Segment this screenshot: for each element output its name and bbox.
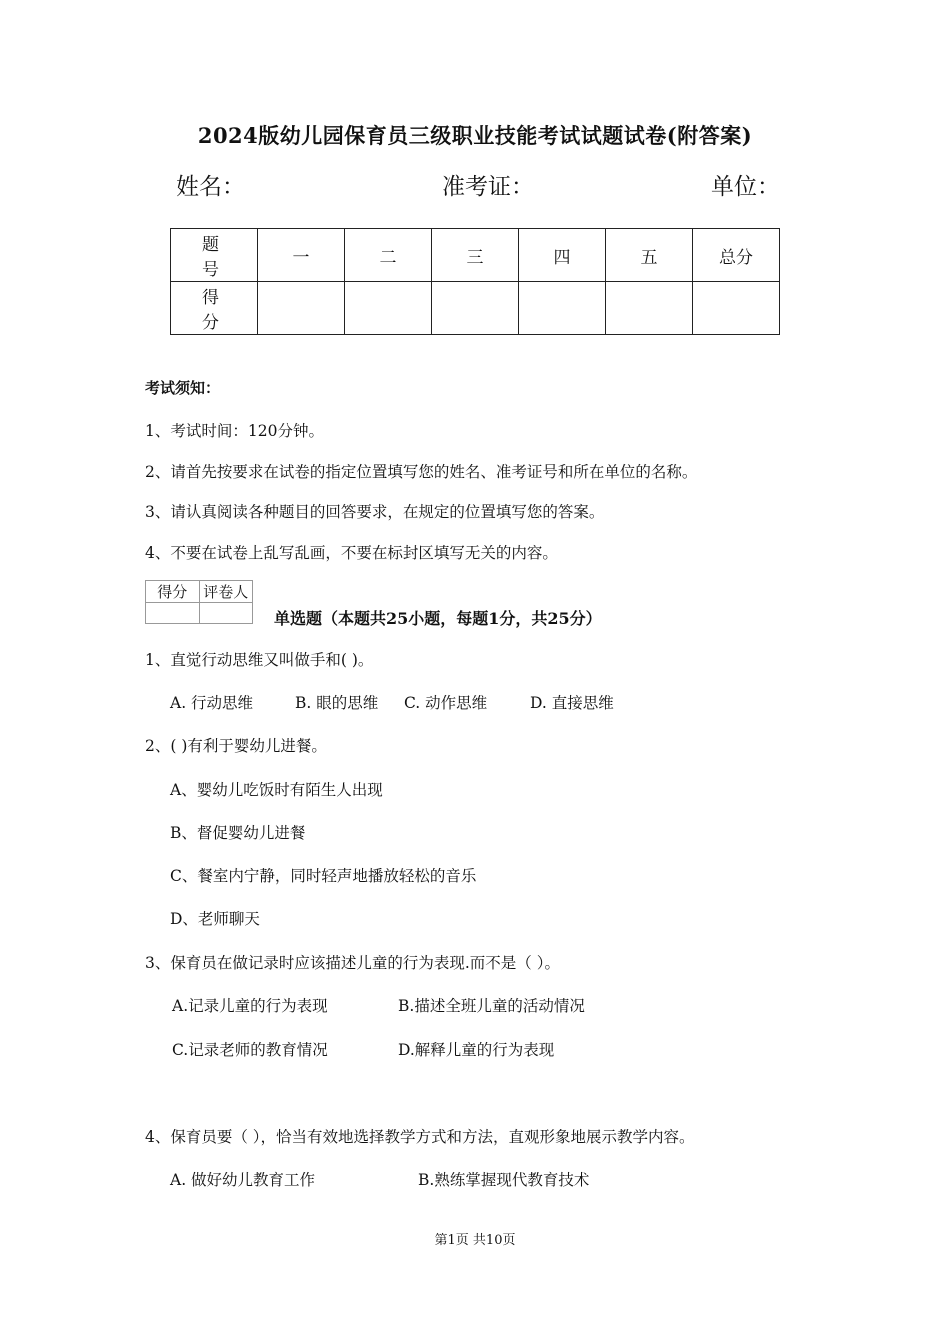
notice-heading: 考试须知：	[145, 379, 221, 397]
grader-score-label: 得分	[146, 581, 200, 603]
grader-reviewer-cell[interactable]	[199, 603, 253, 624]
question-1-stem: 1、直觉行动思维又叫做手和( )。	[145, 651, 374, 669]
question-4-option-b[interactable]: B.熟练掌握现代教育技术	[418, 1171, 590, 1189]
column-3: 三	[432, 229, 519, 282]
column-2: 二	[345, 229, 432, 282]
grader-box	[145, 580, 253, 622]
grader-score-cell[interactable]	[146, 603, 200, 624]
score-cell-total[interactable]	[693, 282, 780, 335]
score-table	[170, 228, 780, 335]
question-1-option-c[interactable]: C. 动作思维	[404, 694, 488, 712]
question-2-option-d[interactable]: D、老师聊天	[170, 910, 260, 928]
question-3-option-a[interactable]: A.记录儿童的行为表现	[172, 997, 328, 1015]
question-4-option-a[interactable]: A. 做好幼儿教育工作	[170, 1171, 316, 1189]
document-title: 2024版幼儿园保育员三级职业技能考试试题试卷(附答案)	[197, 123, 753, 148]
question-1-option-a[interactable]: A. 行动思维	[170, 694, 254, 712]
question-2-option-c[interactable]: C、餐室内宁静，同时轻声地播放轻松的音乐	[170, 867, 477, 885]
score-cell-1[interactable]	[258, 282, 345, 335]
score-cell-4[interactable]	[519, 282, 606, 335]
grader-reviewer-label: 评卷人	[199, 581, 253, 603]
name-field-label: 姓名：	[176, 174, 245, 200]
notice-item-4: 4、不要在试卷上乱写乱画，不要在标封区填写无关的内容。	[145, 544, 558, 562]
score-cell-2[interactable]	[345, 282, 432, 335]
question-2-option-b[interactable]: B、督促婴幼儿进餐	[170, 824, 306, 842]
column-1: 一	[258, 229, 345, 282]
question-3-option-b[interactable]: B.描述全班儿童的活动情况	[398, 997, 585, 1015]
score-cell-3[interactable]	[432, 282, 519, 335]
question-3-stem: 3、保育员在做记录时应该描述儿童的行为表现.而不是（ ）。	[145, 954, 560, 972]
unit-field-label: 单位：	[711, 174, 780, 200]
exam-id-field-label: 准考证：	[442, 174, 534, 200]
question-2-stem: 2、( )有利于婴幼儿进餐。	[145, 737, 327, 755]
question-2-option-a[interactable]: A、婴幼儿吃饭时有陌生人出现	[170, 781, 383, 799]
column-total: 总分	[693, 229, 780, 282]
question-1-option-d[interactable]: D. 直接思维	[530, 694, 614, 712]
score-cell-5[interactable]	[606, 282, 693, 335]
question-4-stem: 4、保育员要（ ），恰当有效地选择教学方式和方法，直观形象地展示教学内容。	[145, 1128, 695, 1146]
score-table-score-row	[171, 282, 780, 335]
column-5: 五	[606, 229, 693, 282]
question-number-label: 题号	[171, 229, 258, 282]
notice-item-1: 1、考试时间：120分钟。	[145, 422, 324, 440]
score-table-header-row	[171, 229, 780, 282]
score-label: 得分	[171, 282, 258, 335]
question-3-option-d[interactable]: D.解释儿童的行为表现	[398, 1041, 555, 1059]
notice-item-3: 3、请认真阅读各种题目的回答要求，在规定的位置填写您的答案。	[145, 503, 605, 521]
column-4: 四	[519, 229, 606, 282]
page-footer: 第1页 共10页	[434, 1233, 516, 1248]
question-3-option-c[interactable]: C.记录老师的教育情况	[172, 1041, 328, 1059]
notice-item-2: 2、请首先按要求在试卷的指定位置填写您的姓名、准考证号和所在单位的名称。	[145, 463, 698, 481]
question-1-option-b[interactable]: B. 眼的思维	[295, 694, 379, 712]
section-title: 单选题（本题共25小题，每题1分，共25分）	[274, 609, 602, 628]
